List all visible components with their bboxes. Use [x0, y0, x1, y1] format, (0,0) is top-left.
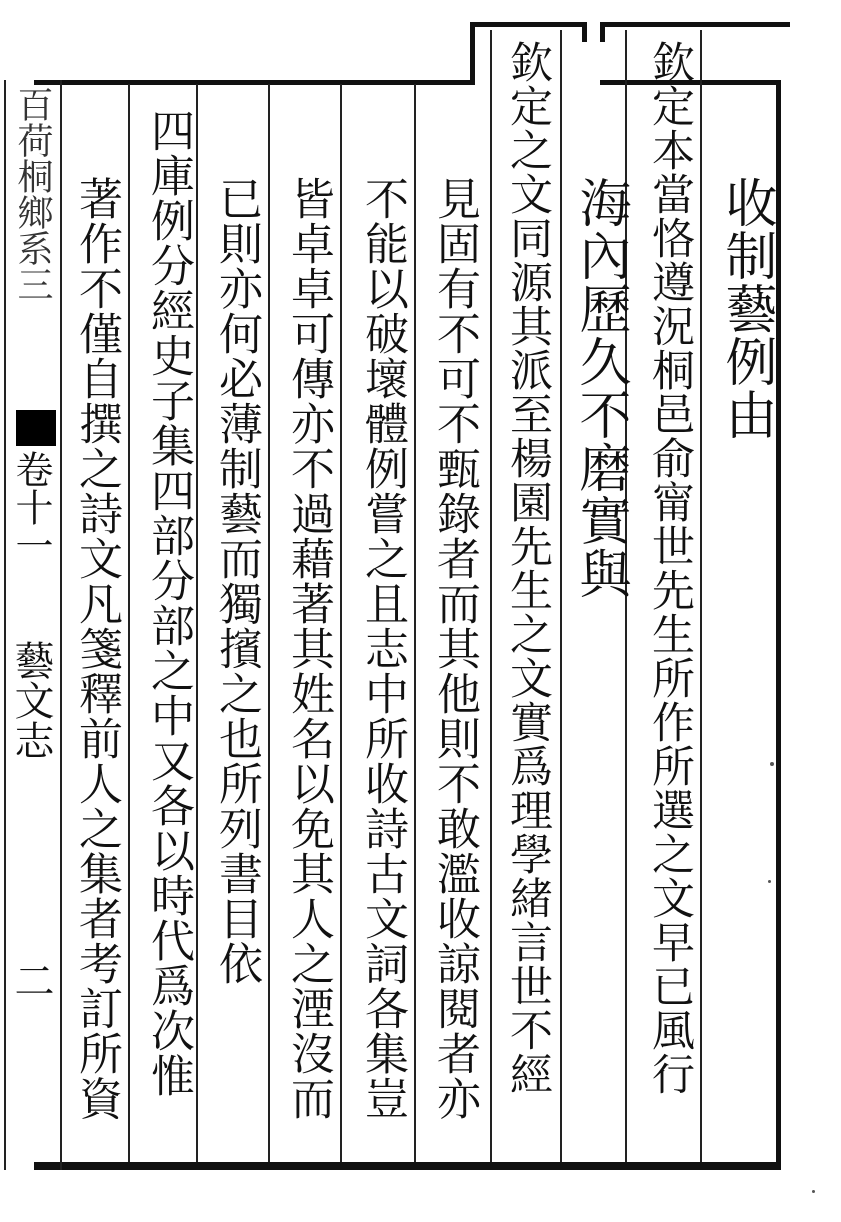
text-column-10: 著作不僅自撰之詩文凡箋釋前人之集者考訂所資 — [71, 176, 122, 1121]
spine-fishtail-mark — [16, 410, 56, 446]
scan-speck — [770, 762, 774, 766]
text-column-6: 不能以破壞體例嘗之且志中所收詩古文詞各集豈 — [357, 176, 408, 1121]
spine-volume: 卷十一 — [9, 450, 53, 564]
spine-page-number: 二 — [8, 960, 54, 1000]
frame-tab-left-side — [470, 22, 475, 85]
spine — [0, 80, 66, 1170]
frame-tab-mid — [582, 22, 587, 42]
spine-rule-right — [60, 80, 62, 1170]
text-column-4: 欽定之文同源其派至楊園先生之文實爲理學緒言世不經 — [503, 40, 553, 1096]
raised-column-line — [560, 30, 562, 1162]
column-rule — [414, 84, 416, 1162]
frame-tab-top-right — [600, 22, 790, 27]
raised-column-line — [490, 30, 492, 1162]
column-rule — [268, 84, 270, 1162]
text-column-5: 見固有不可不甄錄者而其他則不敢濫收諒閱者亦 — [429, 176, 480, 1121]
text-column-9: 四庫例分經史子集四部分部之中又各以時代爲次惟 — [143, 108, 194, 1098]
column-rule — [340, 84, 342, 1162]
frame-top-left — [34, 80, 474, 85]
text-column-2: 欽定本當恪遵況桐邑俞甯世先生所作所選之文早已風行 — [645, 40, 695, 1096]
frame-tab-top-left — [470, 22, 585, 27]
text-column-7: 皆卓卓可傳亦不過藉著其姓名以免其人之湮沒而 — [283, 176, 334, 1121]
frame-tab-right-side — [600, 22, 605, 42]
column-rule — [128, 84, 130, 1162]
text-column-1: 收制藝例由 — [716, 176, 776, 441]
scan-speck — [812, 1190, 815, 1193]
text-column-8: 已則亦何必薄制藝而獨擯之也所列書目依 — [211, 176, 262, 986]
scan-speck — [768, 880, 771, 883]
spine-section-title: 藝文志 — [8, 640, 54, 760]
text-column-3: 海內歷久不磨實與 — [570, 176, 630, 600]
spine-top-text: 百荷桐鄉系三 — [12, 86, 53, 302]
frame-bottom — [34, 1162, 781, 1170]
